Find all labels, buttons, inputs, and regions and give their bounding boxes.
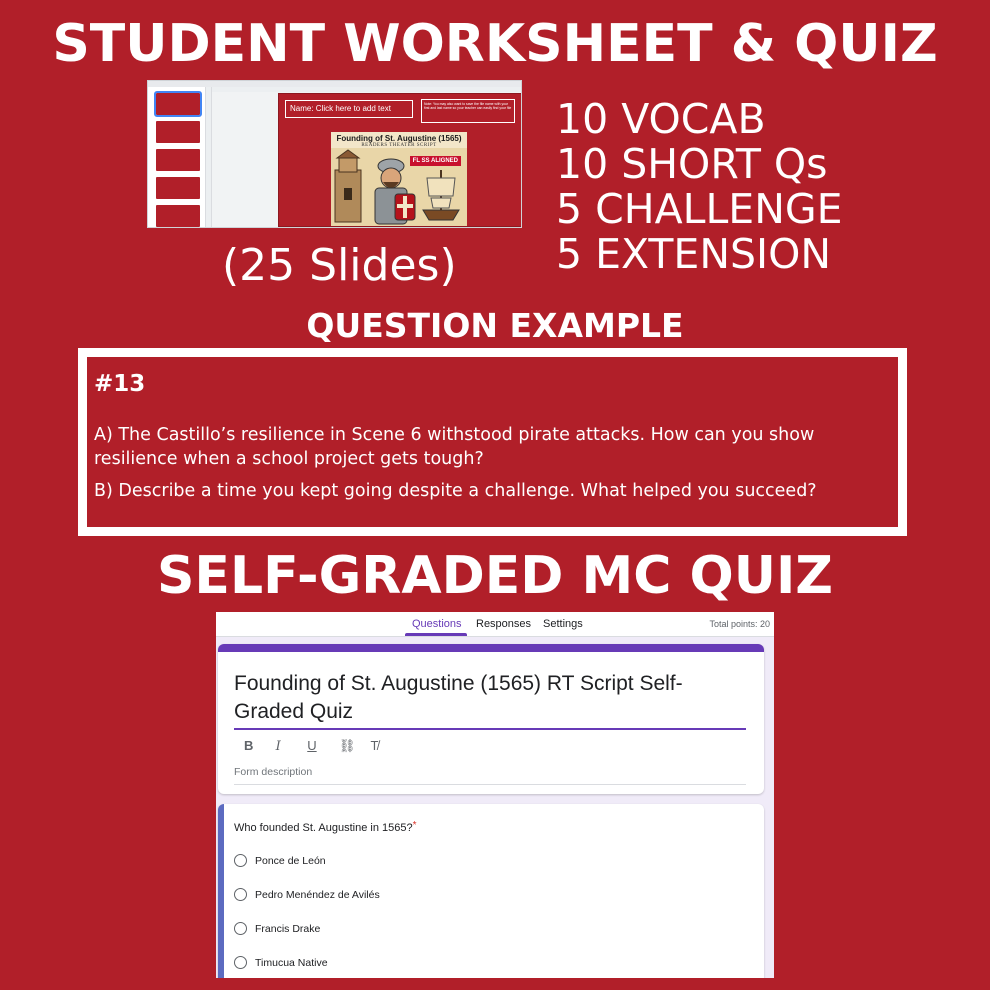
total-points: Total points: 20 bbox=[709, 619, 770, 629]
tab-settings[interactable]: Settings bbox=[543, 618, 583, 630]
slides-editor-preview bbox=[147, 80, 522, 228]
option-label: Ponce de León bbox=[255, 854, 326, 867]
clear-formatting-icon[interactable]: T̸ bbox=[370, 738, 379, 753]
option-label: Pedro Menéndez de Avilés bbox=[255, 888, 380, 901]
italic-icon[interactable]: I bbox=[275, 739, 281, 754]
question-example-heading: QUESTION EXAMPLE bbox=[306, 306, 684, 345]
link-icon[interactable]: ⛓ bbox=[338, 738, 356, 753]
tab-responses[interactable]: Responses bbox=[476, 618, 532, 630]
stat-short-questions: 10 SHORT Qs bbox=[556, 140, 828, 188]
underline-icon[interactable]: U bbox=[307, 738, 317, 753]
tab-questions[interactable]: Questions bbox=[412, 618, 462, 630]
question-label: Who founded St. Augustine in 1565? bbox=[234, 822, 413, 834]
stat-vocab: 10 VOCAB bbox=[556, 95, 766, 143]
bold-icon[interactable]: B bbox=[244, 738, 254, 753]
main-headline: STUDENT WORKSHEET & QUIZ bbox=[52, 14, 938, 74]
stat-challenge: 5 CHALLENGE bbox=[556, 185, 843, 233]
question-number: #13 bbox=[94, 371, 146, 397]
form-title-input[interactable]: Founding of St. Augustine (1565) RT Script Self-Graded Quiz bbox=[234, 670, 746, 730]
question-card[interactable] bbox=[218, 804, 764, 978]
cover-subtitle: READERS THEATER SCRIPT bbox=[361, 143, 437, 148]
question-part-a: A) The Castillo’s resilience in Scene 6 withstood pirate attacks. How can you show resilience when a school project gets tough? bbox=[94, 425, 815, 469]
google-forms-preview bbox=[216, 612, 774, 978]
required-marker: * bbox=[412, 820, 417, 831]
option-pedro-menendez[interactable] bbox=[234, 888, 380, 901]
cover-title: Founding of St. Augustine (1565) bbox=[336, 134, 462, 143]
form-description-input[interactable]: Form description bbox=[234, 766, 746, 785]
option-ponce-de-leon[interactable] bbox=[234, 854, 326, 867]
slide-thumbnail[interactable] bbox=[156, 149, 200, 171]
question-part-b: B) Describe a time you kept going despite a challenge. What helped you succeed? bbox=[94, 481, 817, 501]
forms-tab-bar bbox=[216, 612, 774, 637]
slide-thumbnail-panel bbox=[148, 87, 206, 228]
option-francis-drake[interactable] bbox=[234, 922, 320, 935]
name-text-box[interactable]: Name: Click here to add text bbox=[285, 100, 413, 118]
slide-thumbnail[interactable] bbox=[156, 177, 200, 199]
worksheet-stats bbox=[556, 97, 843, 277]
option-label: Francis Drake bbox=[255, 922, 321, 935]
question-text bbox=[234, 822, 416, 834]
note-text-box: Note: You may also want to save the file name with your first and last name so your teacher can easily find your file bbox=[421, 99, 515, 123]
vertical-ruler bbox=[206, 87, 212, 228]
question-example-box bbox=[78, 348, 907, 536]
radio-icon[interactable] bbox=[234, 888, 247, 901]
stat-extension: 5 EXTENSION bbox=[556, 230, 832, 278]
slide-thumbnail[interactable] bbox=[156, 93, 200, 115]
slides-count-caption: (25 Slides) bbox=[222, 240, 457, 291]
slide-canvas bbox=[278, 93, 522, 227]
cover-image bbox=[331, 132, 467, 226]
cover-badge: FL SS ALIGNED bbox=[410, 156, 461, 166]
format-toolbar bbox=[244, 738, 399, 754]
option-timucua-native[interactable] bbox=[234, 956, 328, 969]
mc-quiz-heading: SELF-GRADED MC QUIZ bbox=[156, 546, 834, 606]
active-tab-indicator bbox=[405, 633, 467, 636]
slide-thumbnail[interactable] bbox=[156, 121, 200, 143]
option-label: Timucua Native bbox=[255, 956, 328, 969]
radio-icon[interactable] bbox=[234, 922, 247, 935]
radio-icon[interactable] bbox=[234, 956, 247, 969]
horizontal-ruler bbox=[212, 87, 522, 92]
form-title-card bbox=[218, 644, 764, 794]
radio-icon[interactable] bbox=[234, 854, 247, 867]
slide-thumbnail[interactable] bbox=[156, 205, 200, 227]
